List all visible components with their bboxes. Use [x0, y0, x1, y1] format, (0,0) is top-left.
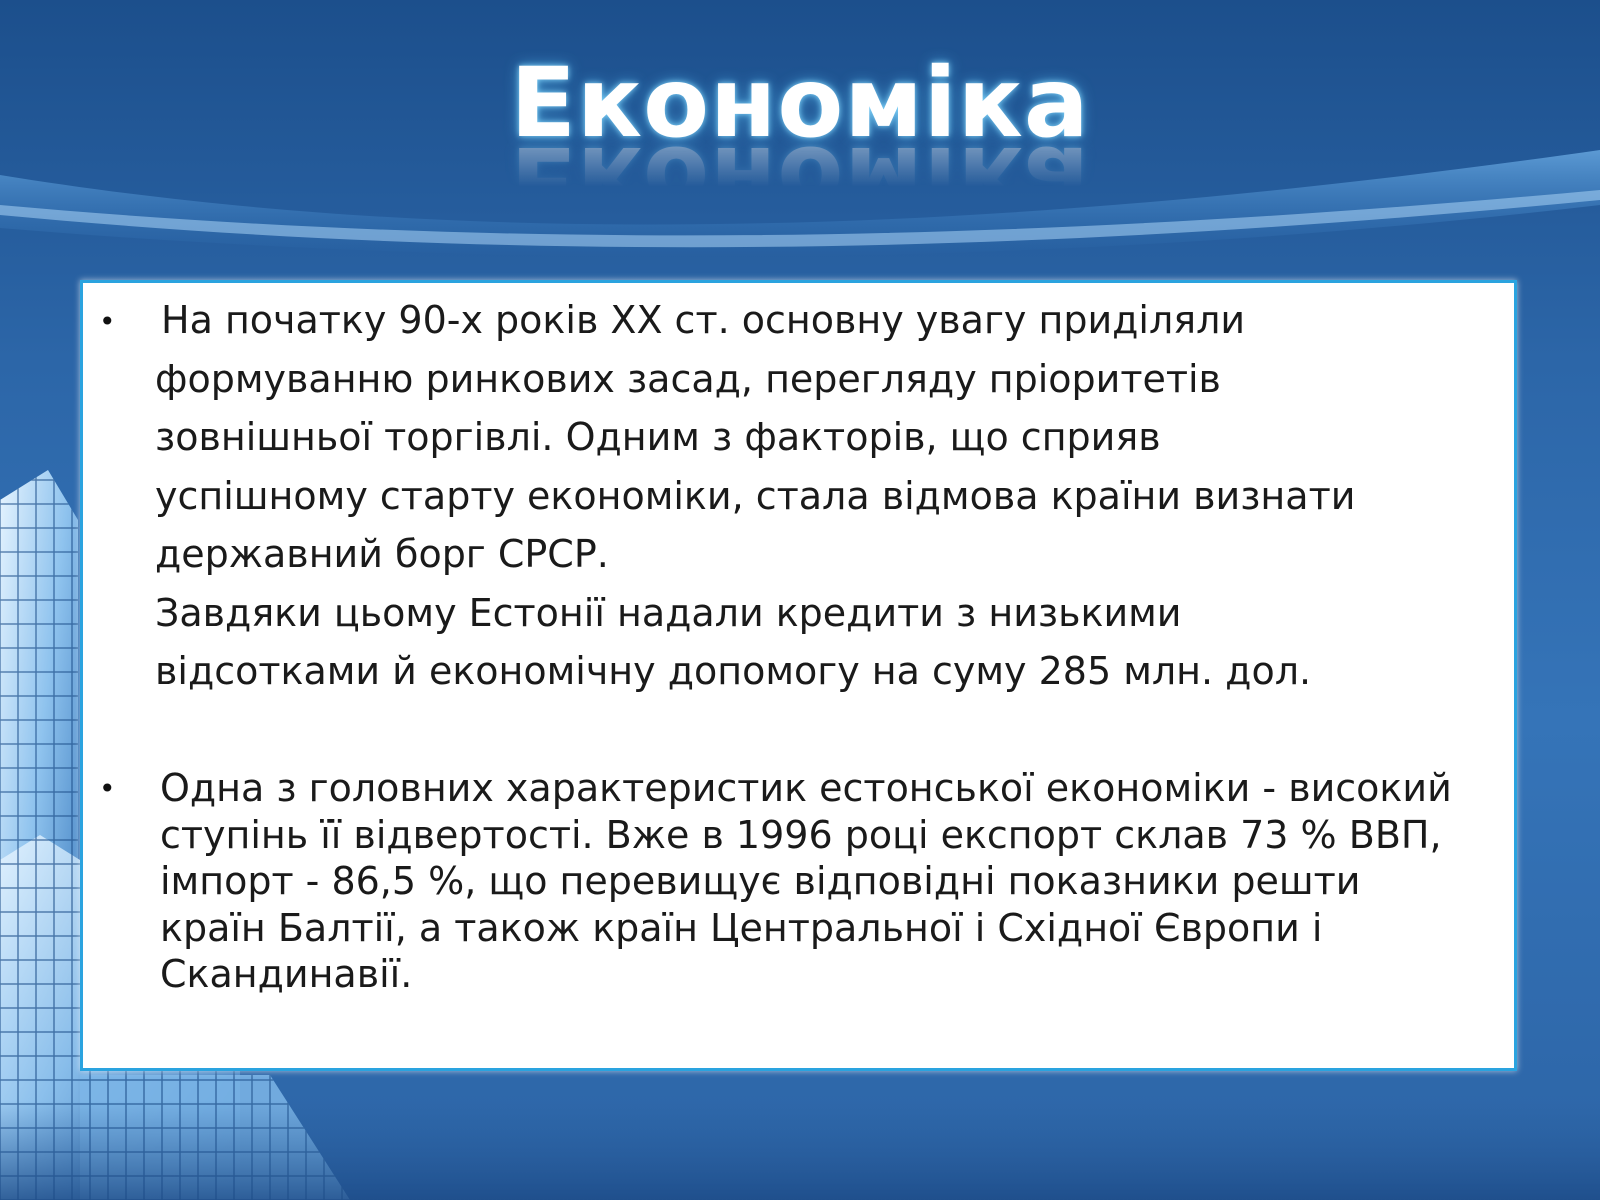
paragraph-line: На початку 90-х років ХХ ст. основну увагу приділяли [161, 298, 1246, 342]
paragraph-line: державний борг СРСР. [155, 532, 609, 576]
content-frame [80, 280, 1517, 1071]
bullet-paragraph-1 [155, 291, 1455, 701]
paragraph-line: Завдяки цьому Естонії надали кредити з низькими [155, 590, 1182, 635]
slide-title: Економіка [510, 47, 1090, 159]
paragraph-line: зовнішньої торгівлі. Одним з факторів, що сприяв [155, 415, 1161, 459]
paragraph-line: Скандинавії. [160, 952, 413, 996]
paragraph-line: відсотками й економічну допомогу на суму 285 млн. дол. [155, 649, 1312, 693]
paragraph-line: імпорт - 86,5 %, що перевищує відповідні показники решти [160, 859, 1361, 903]
paragraph-line: Одна з головних характеристик естонської економіки - високий [160, 766, 1452, 810]
bullet-marker: • [99, 305, 116, 338]
paragraph-line: формуванню ринкових засад, перегляду пріоритетів [155, 356, 1221, 401]
bullet-paragraph-2 [160, 765, 1490, 998]
paragraph-line: країн Балтії, а також країн Центральної і Східної Європи і [160, 905, 1323, 950]
paragraph-line: ступінь її відвертості. Вже в 1996 році експорт склав 73 % ВВП, [160, 812, 1442, 857]
bottom-band [0, 1100, 1600, 1200]
paragraph-line: успішному старту економіки, стала відмова країни визнати [155, 473, 1356, 518]
wave-decoration [0, 150, 1600, 257]
bullet-marker: • [99, 772, 116, 805]
